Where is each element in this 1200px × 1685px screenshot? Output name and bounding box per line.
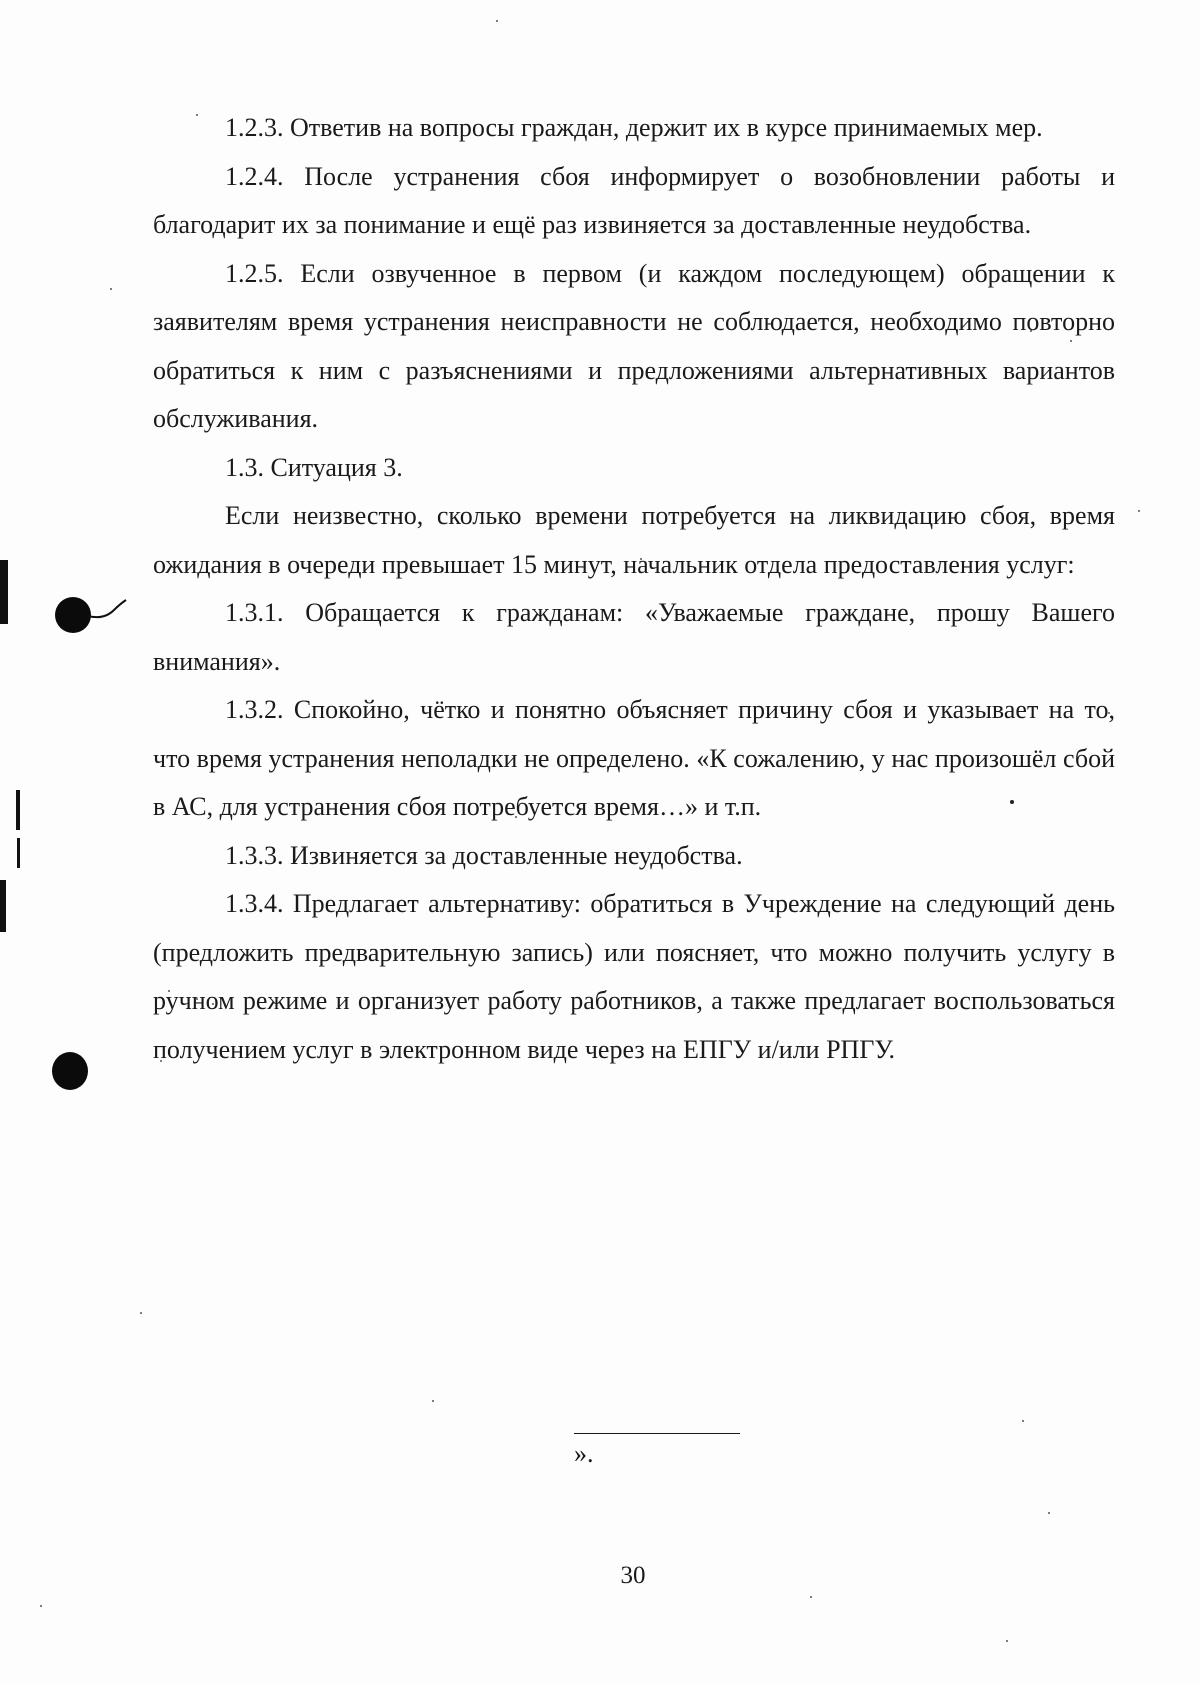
paragraph-1-2-5: 1.2.5. Если озвученное в первом (и каждом последующем) обращении к заявителям время устранения неисправности не соблюдается, необходимо повторно обратиться к ним с разъяснениями и предложениями альтернативных вариантов обслуживания.	[153, 258, 1115, 433]
scan-speck	[496, 20, 498, 22]
scan-speck	[40, 1605, 42, 1607]
paragraph-1-3-4: 1.3.4. Предлагает альтернативу: обратиться в Учреждение на следующий день (предложить предварительную запись) или поясняет, что можно получить услугу в ручном режиме и организует работу работников, а также предлагает воспользоваться получением услуг в электронном виде через на ЕПГУ и/или РПГУ.	[153, 889, 1115, 1064]
scan-speck	[1048, 1512, 1050, 1514]
punch-hole	[52, 1052, 88, 1090]
binding-edge-mark	[0, 880, 6, 932]
binding-edge-mark	[16, 790, 20, 830]
scan-speck	[1006, 1640, 1008, 1642]
scan-speck	[810, 1596, 812, 1598]
scan-speck	[1022, 1420, 1024, 1422]
paragraph-1-3-2: 1.3.2. Спокойно, чётко и понятно объясняет причину сбоя и указывает на то, что время устранения неполадки не определено. «К сожалению, у нас произошёл сбой в АС, для устранения сбоя потребуется время…» и т.п.	[153, 695, 1115, 821]
paragraph-1-2-3: 1.2.3. Ответив на вопросы граждан, держит их в курсе принимаемых мер.	[225, 113, 1043, 142]
scan-speck	[110, 288, 112, 290]
paragraph-1-3-1: 1.3.1. Обращается к гражданам: «Уважаемые граждане, прошу Вашего внимания».	[153, 598, 1115, 676]
scan-speck	[432, 1400, 434, 1402]
binding-edge-mark	[0, 560, 8, 624]
closing-blank-line	[574, 1412, 754, 1468]
blank-underline	[574, 1413, 740, 1434]
binding-edge-mark	[17, 838, 20, 868]
section-heading-1-3: 1.3. Ситуация 3.	[225, 452, 403, 482]
scan-speck	[140, 1312, 142, 1314]
paragraph-1-2-4: 1.2.4. После устранения сбоя информирует о возобновлении работы и благодарит их за понимание и ещё раз извиняется за доставленные неудобства.	[153, 161, 1115, 239]
page-number: 30	[620, 1562, 646, 1589]
hole-tear-mark	[86, 598, 132, 628]
closing-quote-mark: ».	[574, 1439, 594, 1468]
scan-speck	[1138, 510, 1140, 512]
paragraph-situation-intro: Если неизвестно, сколько времени потребуется на ликвидацию сбоя, время ожидания в очереди превышает 15 минут, начальник отдела предоставления услуг:	[153, 501, 1115, 579]
document-body	[153, 104, 1115, 1074]
paragraph-1-3-3: 1.3.3. Извиняется за доставленные неудобства.	[225, 840, 743, 870]
